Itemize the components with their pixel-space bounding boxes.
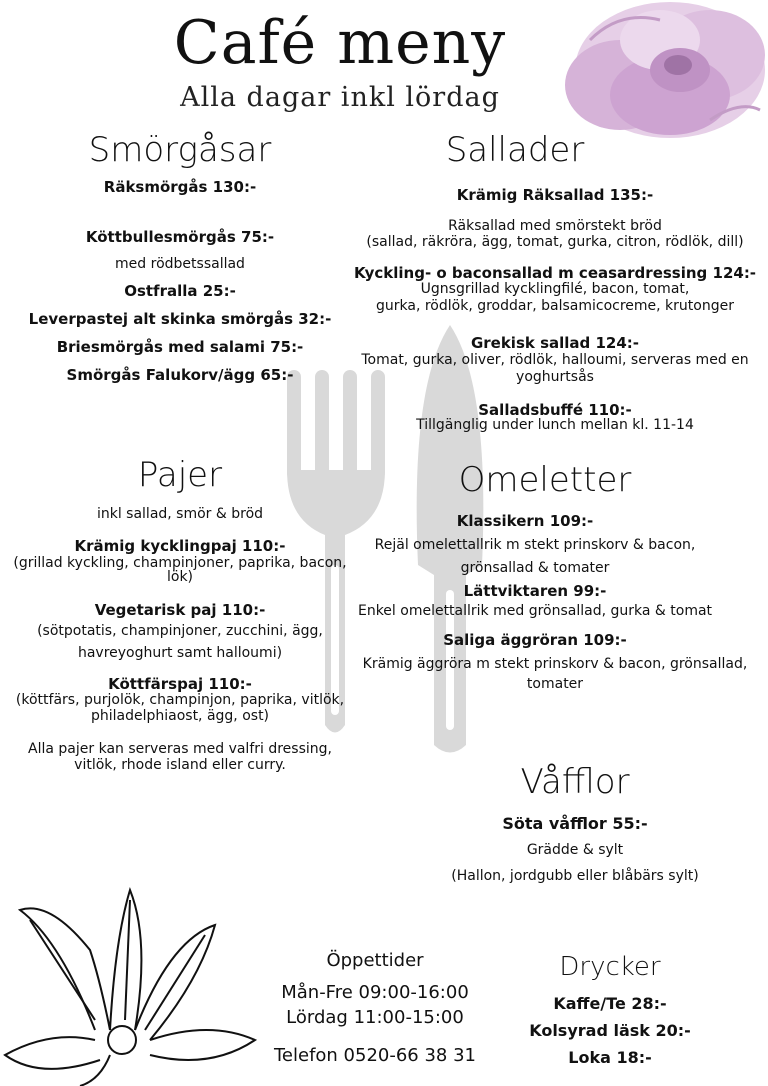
opening-hours-weekdays: Mån-Fre 09:00-16:00: [281, 982, 469, 1003]
drink-item: Loka 18:-: [568, 1048, 652, 1067]
page-subtitle: Alla dagar inkl lördag: [180, 82, 500, 113]
section-note: Alla pajer kan serveras med valfri dressing,: [28, 741, 332, 757]
menu-item-desc: Räksallad med smörstekt bröd: [448, 218, 662, 234]
phone-number: Telefon 0520-66 38 31: [273, 1045, 477, 1066]
menu-item: Kyckling- o baconsallad m ceasardressing 124:-: [353, 264, 757, 282]
section-heading: Våfflor: [520, 762, 630, 802]
section-intro: inkl sallad, smör & bröd: [96, 506, 264, 522]
menu-item: Köttbullesmörgås 75:-: [85, 228, 275, 246]
menu-item-desc: Grädde & sylt: [526, 842, 624, 858]
section-drycker: [505, 952, 715, 1077]
menu-item: Leverpastej alt skinka smörgås 32:-: [28, 310, 332, 328]
menu-item: Ostfralla 25:-: [124, 282, 236, 300]
section-omeletter: [345, 460, 765, 700]
opening-hours: [255, 950, 495, 1075]
section-heading: Smörgåsar: [88, 130, 272, 170]
section-heading: Drycker: [559, 952, 661, 982]
menu-item: Söta våfflor 55:-: [502, 814, 648, 833]
menu-item: Salladsbuffé 110:-: [478, 401, 632, 419]
section-heading: Pajer: [137, 455, 223, 495]
section-vafflor: [390, 762, 760, 892]
menu-item-desc: Tillgänglig under lunch mellan kl. 11-14: [416, 417, 694, 433]
section-pajer: [0, 455, 360, 785]
menu-item-desc: havreyoghurt samt halloumi): [77, 645, 283, 661]
menu-item: Klassikern 109:-: [456, 512, 594, 530]
line-flower-illustration: [0, 880, 265, 1086]
menu-item: Briesmörgås med salami 75:-: [56, 338, 304, 356]
menu-item-desc: Ugnsgrillad kycklingfilé, bacon, tomat,: [420, 281, 690, 297]
drink-item: Kolsyrad läsk 20:-: [529, 1021, 691, 1040]
menu-item: Krämig Räksallad 135:-: [456, 186, 654, 204]
menu-item: Smörgås Falukorv/ägg 65:-: [66, 366, 294, 384]
opening-hours-saturday: Lördag 11:00-15:00: [286, 1007, 464, 1028]
menu-item-desc: tomater: [526, 676, 584, 692]
page-title: Café meny: [173, 8, 507, 78]
menu-item-desc: (Hallon, jordgubb eller blåbärs sylt): [451, 868, 699, 884]
flower-illustration: [560, 0, 768, 148]
menu-item-desc: Tomat, gurka, oliver, rödlök, halloumi, serveras med en: [361, 352, 749, 368]
opening-hours-heading: Öppettider: [326, 950, 424, 971]
menu-item-desc: Krämig äggröra m stekt prinskorv & bacon, grönsallad,: [362, 656, 748, 672]
menu-item-desc: med rödbetssallad: [115, 256, 245, 272]
menu-item-desc: lök): [166, 569, 194, 585]
menu-item-desc: (sötpotatis, champinjoner, zucchini, ägg,: [37, 623, 323, 639]
menu-item-desc: (sallad, räkröra, ägg, tomat, gurka, citron, rödlök, dill): [366, 234, 744, 250]
menu-item: Räksmörgås 130:-: [103, 178, 257, 196]
drink-item: Kaffe/Te 28:-: [553, 994, 667, 1013]
menu-item-desc: Rejäl omelettallrik m stekt prinskorv & bacon,: [374, 537, 696, 553]
section-heading: Sallader: [445, 130, 585, 170]
menu-item: Vegetarisk paj 110:-: [94, 601, 266, 619]
section-heading: Omeletter: [458, 460, 632, 500]
menu-item: Köttfärspaj 110:-: [108, 675, 252, 693]
menu-item-desc: (köttfärs, purjolök, champinjon, paprika, vitlök,: [15, 692, 345, 708]
menu-item: Krämig kycklingpaj 110:-: [74, 537, 286, 555]
menu-item-desc: gurka, rödlök, groddar, balsamicocreme, krutonger: [376, 298, 734, 314]
section-note: vitlök, rhode island eller curry.: [74, 757, 286, 773]
menu-item: Saliga äggröran 109:-: [443, 631, 627, 649]
section-sallader: [345, 130, 765, 440]
menu-item-desc: (grillad kyckling, champinjoner, paprika, bacon,: [13, 555, 347, 571]
menu-item-desc: philadelphiaost, ägg, ost): [90, 708, 270, 724]
menu-item: Lättviktaren 99:-: [463, 582, 607, 600]
menu-item-desc: yoghurtsås: [516, 369, 594, 385]
menu-item-desc: Enkel omelettallrik med grönsallad, gurka & tomat: [357, 603, 713, 619]
menu-item-desc: grönsallad & tomater: [460, 560, 610, 576]
menu-item: Grekisk sallad 124:-: [470, 334, 640, 352]
